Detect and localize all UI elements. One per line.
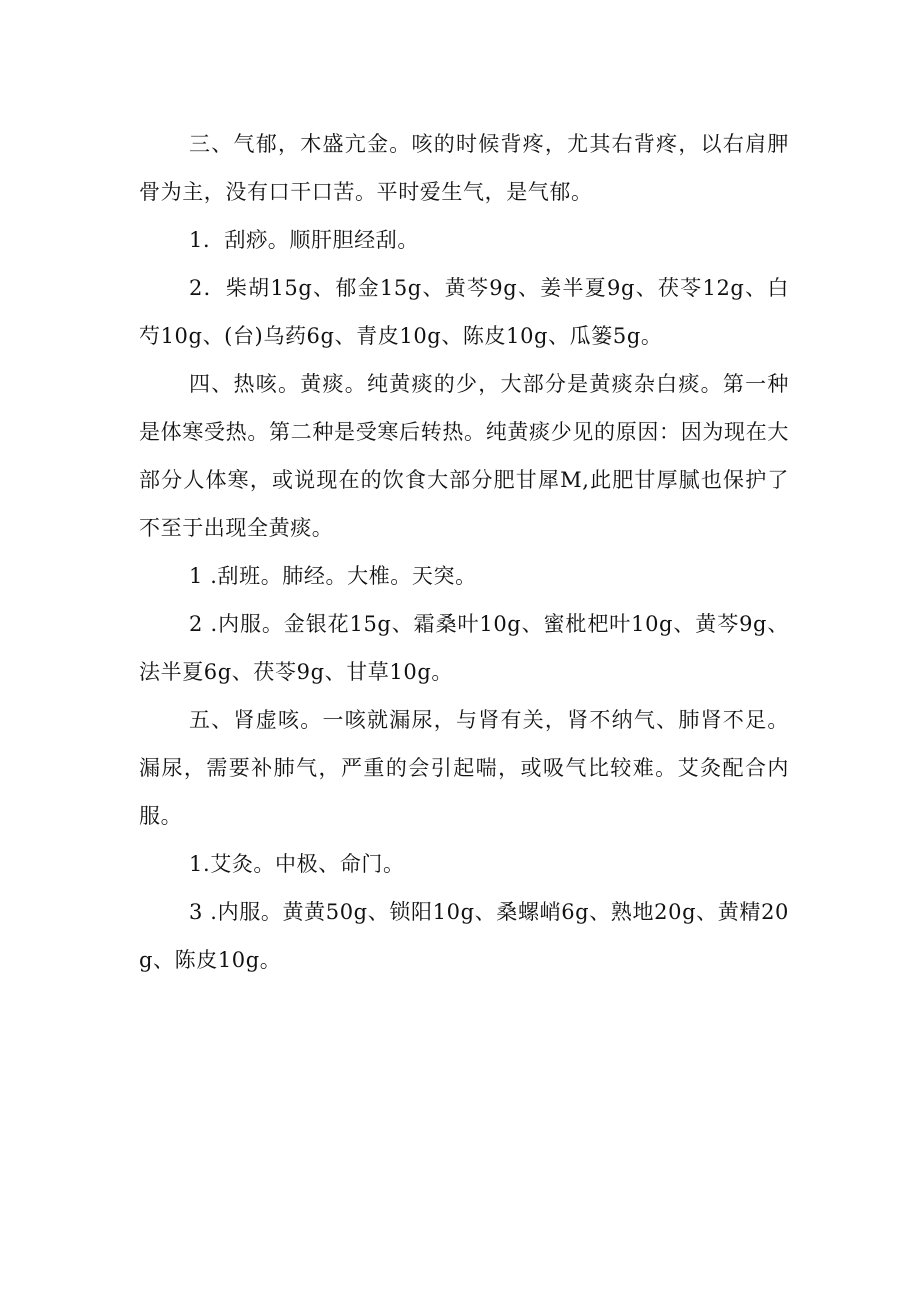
- section-five-item-3: 3 .内服。黄黄50g、锁阳10g、桑螺峭6g、熟地20g、黄精20g、陈皮10g。: [139, 900, 789, 972]
- document-body: [139, 120, 789, 984]
- section-three-heading-paragraph: 三、气郁，木盛亢金。咳的时候背疼，尤其右背疼，以右肩胛骨为主，没有口干口苦。平时爱生气，是气郁。: [139, 132, 789, 204]
- section-three-item-2: 2．柴胡15g、郁金15g、黄芩9g、姜半夏9g、茯苓12g、白芍10g、(台)乌药6g、青皮10g、陈皮10g、瓜篓5g。: [139, 276, 789, 348]
- section-five-heading-paragraph: 五、肾虚咳。一咳就漏尿，与肾有关，肾不纳气、肺肾不足。漏尿，需要补肺气，严重的会引起喘，或吸气比较难。艾灸配合内服。: [139, 708, 789, 828]
- section-four-item-1: 1 .刮班。肺经。大椎。天突。: [189, 564, 477, 588]
- section-five-item-1: 1.艾灸。中极、命门。: [189, 852, 405, 876]
- section-four-item-2: 2 .内服。金银花15g、霜桑叶10g、蜜枇杷叶10g、黄芩9g、法半夏6g、茯苓9g、甘草10g。: [139, 612, 789, 684]
- section-three-item-1: 1．刮痧。顺肝胆经刮。: [189, 228, 419, 252]
- section-four-heading-paragraph: 四、热咳。黄痰。纯黄痰的少，大部分是黄痰杂白痰。第一种是体寒受热。第二种是受寒后转热。纯黄痰少见的原因：因为现在大部分人体寒，或说现在的饮食大部分肥甘犀M,此肥甘厚腻也保护了不至于出现全黄痰。: [139, 372, 789, 540]
